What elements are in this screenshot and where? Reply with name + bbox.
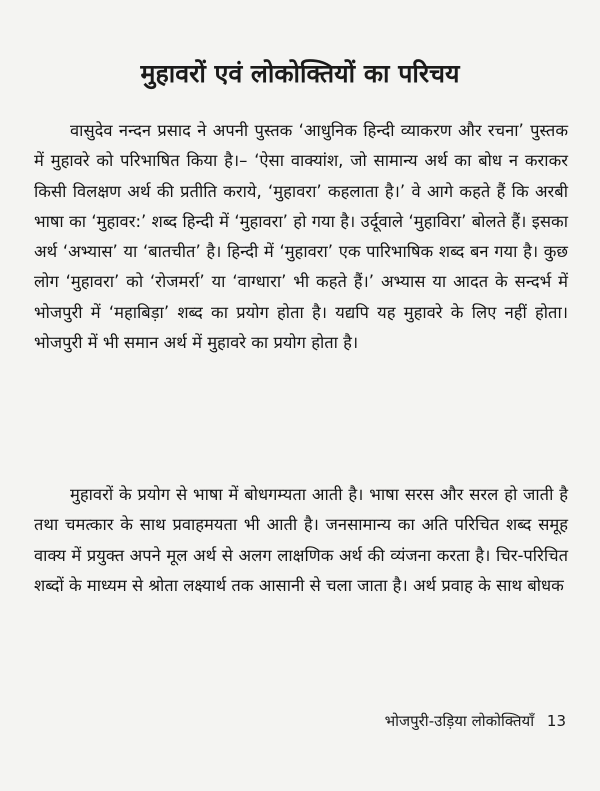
footer-book-title: भोजपुरी-उड़िया लोकोक्तियाँ [384,712,535,730]
page-number: 13 [546,712,566,730]
page-footer [385,710,566,732]
paragraph-1: वासुदेव नन्दन प्रसाद ने अपनी पुस्तक ‘आधुनिक हिन्दी व्याकरण और रचना’ पुस्तक में मुहावरे को परिभाषित किया है।– ‘ऐसा वाक्यांश, जो सामान्य अर्थ का बोध न कराकर किसी विलक्षण अर्थ की प्रतीति कराये, ‘मुहावरा’ कहलाता है।’ वे आगे कहते हैं कि अरबी भाषा का ‘मुहावर:’ शब्द हिन्दी में ‘मुहावरा’ हो गया है। उर्दूवाले ‘मुहाविरा’ बोलते हैं। इसका अर्थ ‘अभ्यास’ या ‘बातचीत’ है। हिन्दी में ‘मुहावरा’ एक पारिभाषिक शब्द बन गया है। कुछ लोग ‘मुहावरा’ को ‘रोजमर्रा’ या ‘वाग्धारा’ भी कहते हैं।’ अभ्यास या आदत के सन्दर्भ में भोजपुरी में ‘महाबिड़ा’ शब्द का प्रयोग होता है। यद्यपि यह मुहावरे के लिए नहीं होता। भोजपुरी में भी समान अर्थ में मुहावरे का प्रयोग होता है। [34,121,568,353]
page-title: मुहावरों एवं लोकोक्तियों का परिचय [140,58,460,88]
paragraph-2: मुहावरों के प्रयोग से भाषा में बोधगम्यता आती है। भाषा सरस और सरल हो जाती है तथा चमत्कार के साथ प्रवाहमयता भी आती है। जनसामान्य का अति परिचित शब्द समूह वाक्य में प्रयुक्त अपने मूल अर्थ से अलग लाक्षणिक अर्थ की व्यंजना करता है। चिर-परिचित शब्दों के माध्यम से श्रोता लक्ष्यार्थ तक आसानी से चला जाता है। अर्थ प्रवाह के साथ बोधक [34,485,568,595]
